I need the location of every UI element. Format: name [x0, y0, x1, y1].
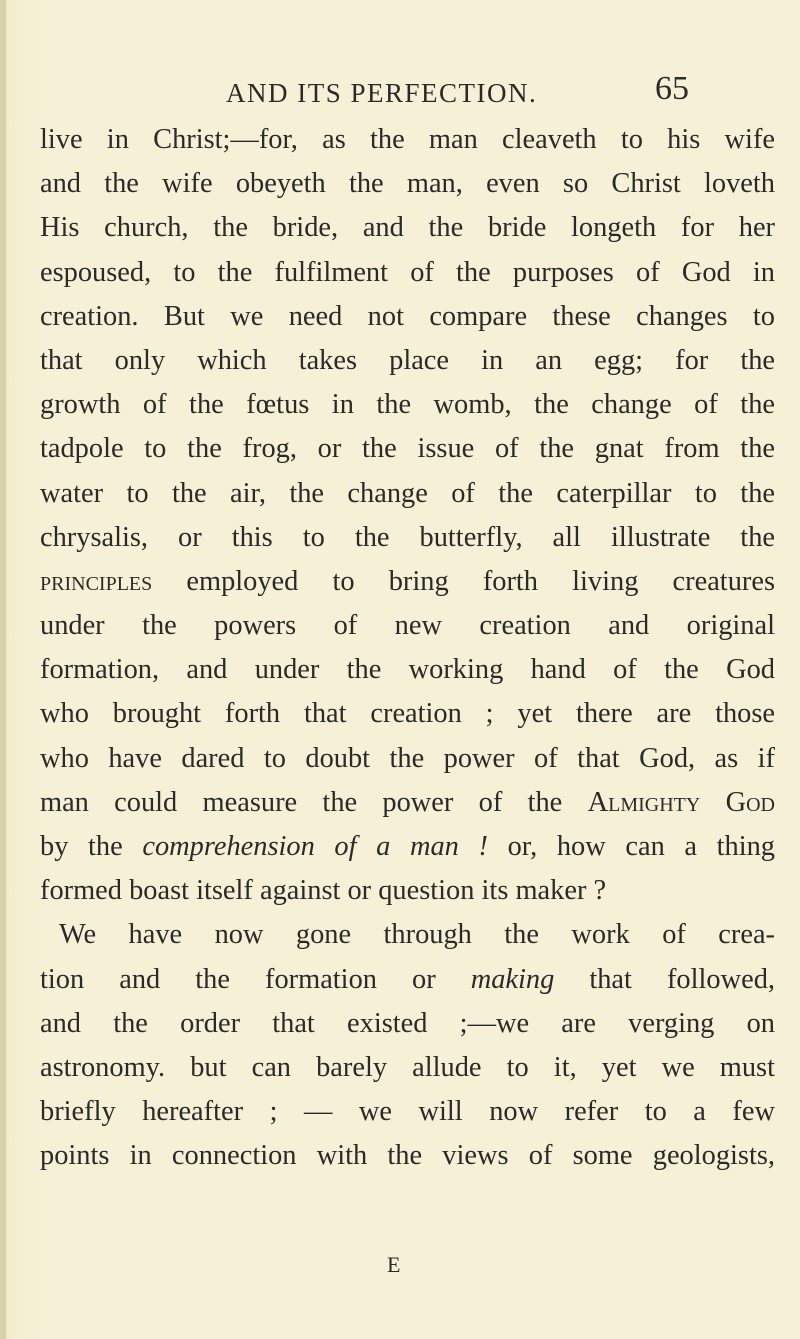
- text-line: who have dared to doubt the power of that God, as if: [40, 742, 775, 774]
- text-line: [40, 560, 775, 604]
- text-line: growth of the fœtus in the womb, the change of the: [40, 389, 775, 421]
- paragraph-start-line: We have now gone through the work of crea-: [59, 919, 775, 951]
- text-span: that followed,: [554, 963, 775, 995]
- text-line: formation, and under the working hand of the God: [40, 654, 775, 686]
- body-text: [40, 118, 775, 1179]
- signature-mark: E: [387, 1252, 401, 1277]
- text-line: that only which takes place in an egg; for the: [40, 344, 775, 376]
- italic-word: making: [470, 963, 555, 995]
- text-span: employed to bring forth living creatures: [152, 565, 775, 597]
- page-number: 65: [655, 70, 689, 107]
- text-line: chrysalis, or this to the butterfly, all illustrate the: [40, 521, 775, 553]
- text-line: creation. But we need not compare these changes to: [40, 300, 775, 332]
- text-line: live in Christ;—for, as the man cleaveth to his wife: [40, 124, 775, 155]
- page-gutter: [0, 0, 6, 1339]
- text-span: by the: [40, 831, 143, 862]
- text-line: astronomy. but can barely allude to it, yet we must: [40, 1051, 775, 1083]
- text-span: tion and the formation or: [40, 963, 471, 995]
- italic-phrase: comprehension of a man !: [142, 831, 488, 862]
- text-span: man could measure the power of the: [40, 786, 588, 818]
- text-line: water to the air, the change of the caterpillar to the: [40, 477, 775, 509]
- text-line: [40, 825, 775, 869]
- text-line: briefly hereafter ; — we will now refer to a few: [40, 1096, 775, 1128]
- text-line: [40, 958, 775, 1002]
- text-line: and the order that existed ;—we are verging on: [40, 1007, 775, 1039]
- text-line: who brought forth that creation ; yet there are those: [40, 698, 775, 730]
- running-title: AND ITS PERFECTION.: [226, 78, 538, 108]
- text-line: His church, the bride, and the bride longeth for her: [40, 212, 775, 244]
- text-line: [40, 781, 775, 825]
- text-line: formed boast itself against or question its maker ?: [40, 875, 607, 907]
- text-line: tadpole to the frog, or the issue of the gnat from the: [40, 433, 775, 465]
- text-span: or, how can a thing: [487, 831, 775, 862]
- small-caps-word: Almighty God: [587, 786, 775, 818]
- text-line: and the wife obeyeth the man, even so Christ loveth: [40, 168, 775, 200]
- text-line: espoused, to the fulfilment of the purposes of God in: [40, 256, 775, 288]
- text-line: under the powers of new creation and original: [40, 610, 775, 642]
- small-caps-word: principles: [40, 565, 153, 597]
- text-line: points in connection with the views of some geologists,: [40, 1140, 775, 1172]
